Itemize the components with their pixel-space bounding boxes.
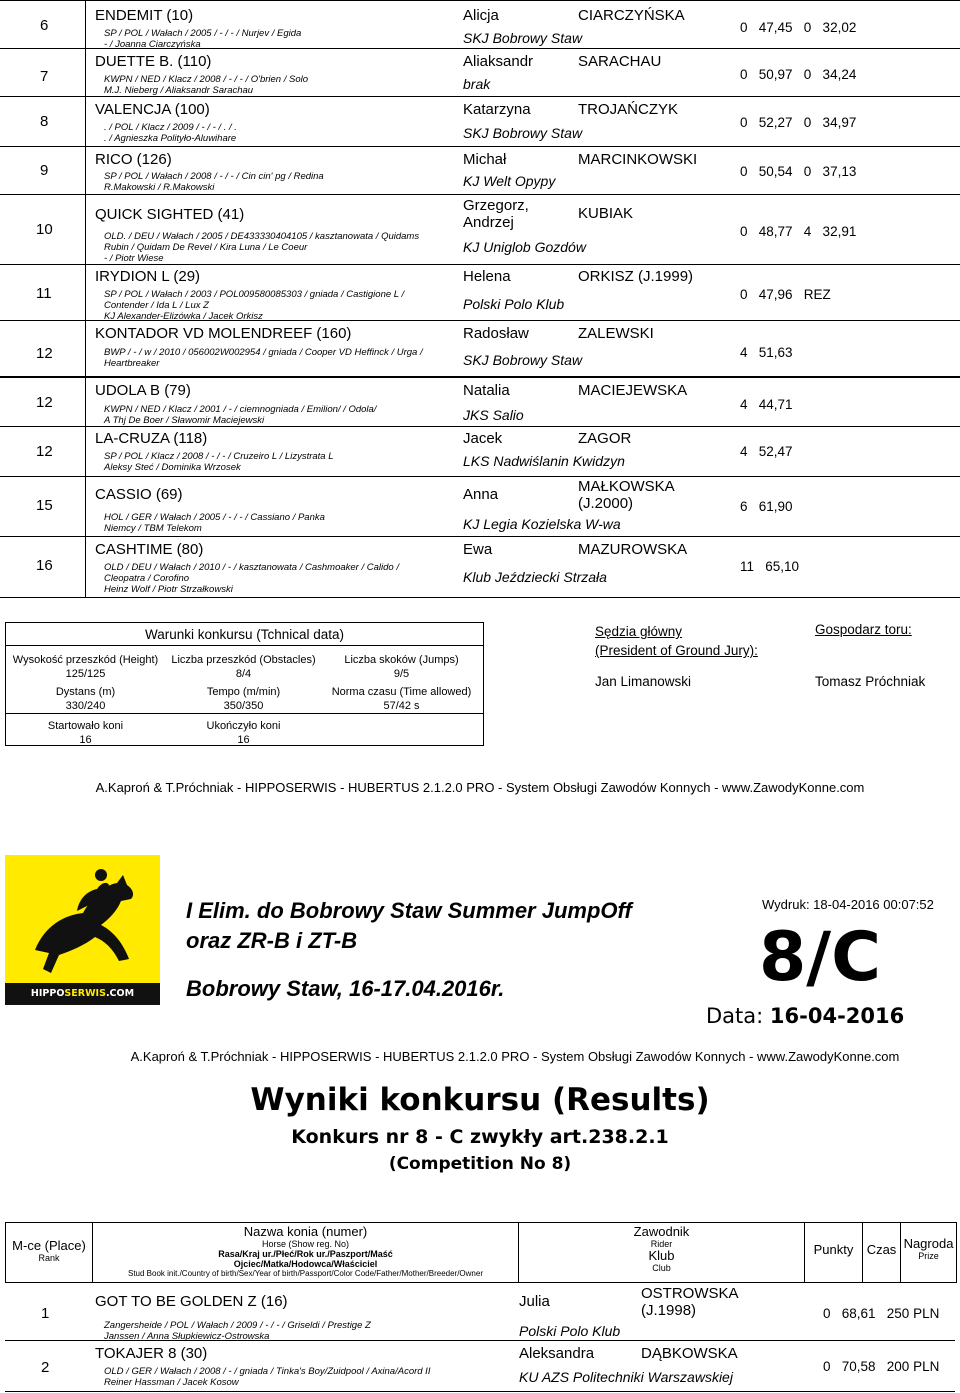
table-row bbox=[5, 1282, 955, 1341]
rider-last-name: CIARCZYŃSKA bbox=[578, 7, 685, 24]
competition-number: (Competition No 8) bbox=[388, 1154, 572, 1174]
horse-name: GOT TO BE GOLDEN Z (16) bbox=[95, 1293, 288, 1310]
rider-last-name: MARCINKOWSKI bbox=[578, 151, 698, 168]
competition-title: I Elim. do Bobrowy Staw Summer JumpOff oraz ZR-B i ZT-B bbox=[186, 898, 632, 953]
header-horse: Nazwa konia (numer) Horse (Show reg. No) Rasa/Kraj ur./Płeć/Rok ur./Paszport/Maść Ojciec/Matka/Hodowca/Właściciel Stud Book init./Country of birth/Sex/Year of birth/Passport/Color Code/Father/Mother/Breeder/Owner bbox=[92, 1223, 518, 1282]
header-prize: Nagroda Prize bbox=[900, 1223, 956, 1282]
horse-name: CASSIO (69) bbox=[95, 486, 183, 503]
judge-label: Sędzia główny (President of Ground Jury): bbox=[595, 624, 758, 658]
rider-first-name: Aleksandra bbox=[519, 1345, 595, 1362]
tempo-cell: Tempo (m/min) 350/350 bbox=[206, 686, 281, 712]
table-row bbox=[0, 376, 960, 428]
result: 0 50,97 0 34,24 bbox=[740, 67, 857, 82]
club: SKJ Bobrowy Staw bbox=[463, 352, 583, 368]
horse-details: OLD / DEU / Wałach / 2010 / - / kasztanowata / Cashmoaker / Calido / Cleopatra / Corofino Heinz Wolf / Piotr Strzałkowski bbox=[104, 562, 399, 595]
result: 11 65,10 bbox=[740, 559, 800, 574]
result: 0 47,96 REZ bbox=[740, 287, 831, 302]
place: 12 bbox=[36, 345, 53, 362]
place: 9 bbox=[40, 162, 49, 179]
table-row bbox=[0, 476, 960, 537]
header-time: Czas bbox=[862, 1223, 900, 1282]
rider-first-name: Jacek bbox=[463, 430, 503, 447]
horse-details: SP / POL / Wałach / 2005 / - / - / Nurjev / Egida - / Joanna Ciarczyńska bbox=[104, 28, 302, 50]
rider-last-name: SARACHAU bbox=[578, 53, 662, 70]
club: KJ Welt Opypy bbox=[463, 173, 556, 189]
result: 4 51,63 bbox=[740, 345, 793, 360]
table-row bbox=[0, 194, 960, 265]
club: KU AZS Politechniki Warszawskiej bbox=[519, 1369, 733, 1385]
rider-first-name: Grzegorz, Andrzej bbox=[463, 197, 529, 231]
horse-name: VALENCJA (100) bbox=[95, 101, 210, 118]
club: LKS Nadwiślanin Kwidzyn bbox=[463, 453, 625, 469]
horse-name: IRYDION L (29) bbox=[95, 268, 201, 285]
rider-first-name: Natalia bbox=[463, 382, 510, 399]
horse-details: KWPN / NED / Klacz / 2001 / - / ciemnogniada / Emilion/ / Odola/ A Thj De Boer / Sławomir Maciejewski bbox=[104, 404, 377, 426]
table-row bbox=[0, 96, 960, 147]
horse-jumper-icon bbox=[5, 855, 160, 983]
place: 12 bbox=[36, 394, 53, 411]
result: 0 68,61 250 PLN bbox=[823, 1306, 940, 1321]
horse-name: LA-CRUZA (118) bbox=[95, 430, 208, 447]
horse-name: RICO (126) bbox=[95, 151, 172, 168]
horse-name: QUICK SIGHTED (41) bbox=[95, 206, 245, 223]
finished-cell: Ukończyło koni 16 bbox=[206, 720, 281, 746]
place: 16 bbox=[36, 557, 53, 574]
horse-details: HOL / GER / Wałach / 2005 / - / - / Cassiano / Panka Niemcy / TBM Telekom bbox=[104, 512, 325, 534]
result: 0 52,27 0 34,97 bbox=[740, 115, 857, 130]
rider-last-name: DĄBKOWSKA bbox=[641, 1345, 738, 1362]
header-credit: A.Kaproń & T.Próchniak - HIPPOSERWIS - HUBERTUS 2.1.2.0 PRO - System Obsługi Zawodów Konnych - www.ZawodyKonne.com bbox=[130, 1049, 900, 1064]
horse-details: BWP / - / w / 2010 / 056002W002954 / gniada / Cooper VD Heffinck / Urga / Heartbreaker bbox=[104, 347, 423, 369]
club: KJ Uniglob Gozdów bbox=[463, 239, 586, 255]
rider-last-name: TROJAŃCZYK bbox=[578, 101, 679, 118]
judge-name: Jan Limanowski bbox=[595, 674, 692, 689]
rider-first-name: Radosław bbox=[463, 325, 529, 342]
rider-last-name: OSTROWSKA (J.1998) bbox=[641, 1285, 738, 1319]
rider-last-name: ORKISZ (J.1999) bbox=[578, 268, 694, 285]
horse-name: CASHTIME (80) bbox=[95, 541, 204, 558]
hipposerwis-logo bbox=[5, 855, 160, 1005]
rider-first-name: Helena bbox=[463, 268, 511, 285]
rider-last-name: MAŁKOWSKA (J.2000) bbox=[578, 478, 674, 512]
club: SKJ Bobrowy Staw bbox=[463, 125, 583, 141]
result: 6 61,90 bbox=[740, 499, 793, 514]
horse-details: KWPN / NED / Klacz / 2008 / - / - / O'brien / Solo M.J. Nieberg / Aliaksandr Sarachau bbox=[104, 74, 309, 96]
place: 10 bbox=[36, 221, 53, 238]
result: 0 48,77 4 32,91 bbox=[740, 224, 857, 239]
club: Polski Polo Klub bbox=[463, 296, 565, 312]
host-label: Gospodarz toru: bbox=[815, 622, 912, 637]
club: Klub Jeździecki Strzała bbox=[463, 569, 607, 585]
place: 15 bbox=[36, 497, 53, 514]
horse-details: OLD / GER / Wałach / 2008 / - / gniada / Tinka's Boy/Zuidpool / Axina/Acord II Reiner Hassman / Jacek Kosow bbox=[104, 1366, 431, 1388]
horse-details: SP / POL / Wałach / 2003 / POL009580085303 / gniada / Castigione L / Contender / Ida L / Lux Z KJ Alexander-Elizówka / Jacek Orkisz bbox=[104, 289, 405, 322]
horse-name: UDOLA B (79) bbox=[95, 382, 191, 399]
started-cell: Startowało koni 16 bbox=[47, 720, 124, 746]
rider-first-name: Ewa bbox=[463, 541, 493, 558]
rider-first-name: Anna bbox=[463, 486, 499, 503]
rider-first-name: Michał bbox=[463, 151, 507, 168]
club: KJ Legia Kozielska W-wa bbox=[463, 516, 621, 532]
table-header bbox=[5, 1222, 957, 1283]
horse-name: DUETTE B. (110) bbox=[95, 53, 212, 70]
header-place: M-ce (Place) Rank bbox=[12, 1238, 86, 1263]
horse-name: KONTADOR VD MOLENDREEF (160) bbox=[95, 325, 352, 342]
place: 11 bbox=[36, 285, 52, 302]
horse-details: . / POL / Klacz / 2009 / - / - / . / . . / Agnieszka Polityło-Aluwihare bbox=[104, 122, 237, 144]
result: 4 44,71 bbox=[740, 397, 793, 412]
distance-cell: Dystans (m) 330/240 bbox=[55, 686, 116, 712]
time-allowed-cell: Norma czasu (Time allowed) 57/42 s bbox=[331, 686, 472, 712]
place: 1 bbox=[41, 1305, 50, 1322]
rider-first-name: Katarzyna bbox=[463, 101, 531, 118]
conditions-title: Warunki konkursu (Tchnical data) bbox=[144, 627, 345, 642]
jumps-cell: Liczba skoków (Jumps) 9/5 bbox=[344, 654, 459, 680]
table-row bbox=[0, 536, 960, 598]
competition-date: Data: 16-04-2016 bbox=[706, 1004, 905, 1028]
table-row bbox=[0, 320, 960, 377]
place: 8 bbox=[40, 113, 49, 130]
results-title: Wyniki konkursu (Results) bbox=[250, 1082, 710, 1118]
horse-details: SP / POL / Klacz / 2008 / - / - / Cruzeiro L / Lizystrata L Aleksy Steć / Dominika Wrzosek bbox=[104, 451, 334, 473]
club: Polski Polo Klub bbox=[519, 1323, 621, 1339]
conditions-table bbox=[5, 622, 484, 746]
rider-first-name: Aliaksandr bbox=[463, 53, 534, 70]
competition-place: Bobrowy Staw, 16-17.04.2016r. bbox=[186, 976, 505, 1001]
result: 0 47,45 0 32,02 bbox=[740, 20, 857, 35]
place: 2 bbox=[41, 1359, 50, 1376]
club: brak bbox=[463, 76, 491, 92]
horse-details: Zangersheide / POL / Wałach / 2009 / - / - / Griseldi / Prestige Z Janssen / Anna Słupkiewicz-Ostrowska bbox=[104, 1320, 371, 1342]
club: SKJ Bobrowy Staw bbox=[463, 30, 583, 46]
rider-first-name: Julia bbox=[519, 1293, 550, 1310]
table-row bbox=[0, 426, 960, 477]
table-row bbox=[0, 48, 960, 97]
horse-details: OLD. / DEU / Wałach / 2005 / DE433330404105 / kasztanowata / Quidams Rubin / Quidam De Revel / Kira Luna / Le Coeur - / Piotr Wiese bbox=[104, 231, 420, 264]
result: 0 50,54 0 37,13 bbox=[740, 164, 857, 179]
rider-last-name: KUBIAK bbox=[578, 205, 634, 222]
table-row bbox=[5, 1340, 955, 1392]
competition-code: 8/C bbox=[758, 918, 882, 997]
place: 6 bbox=[40, 17, 49, 34]
club: JKS Salio bbox=[463, 407, 524, 423]
header-points: Punkty bbox=[804, 1223, 862, 1282]
place: 12 bbox=[36, 443, 53, 460]
table-row bbox=[0, 264, 960, 321]
rider-last-name: ZALEWSKI bbox=[578, 325, 654, 342]
horse-details: SP / POL / Wałach / 2008 / - / - / Cin cin' pg / Redina R.Makowski / R.Makowski bbox=[104, 171, 324, 193]
table-row bbox=[0, 146, 960, 195]
horse-name: TOKAJER 8 (30) bbox=[95, 1345, 208, 1362]
footer-credit: A.Kaproń & T.Próchniak - HIPPOSERWIS - HUBERTUS 2.1.2.0 PRO - System Obsługi Zawodów Konnych - www.ZawodyKonne.com bbox=[95, 780, 865, 795]
result: 0 70,58 200 PLN bbox=[823, 1359, 940, 1374]
rider-last-name: ZAGOR bbox=[578, 430, 632, 447]
print-timestamp: Wydruk: 18-04-2016 00:07:52 bbox=[762, 897, 934, 912]
obstacles-cell: Liczba przeszkód (Obstacles) 8/4 bbox=[171, 654, 316, 680]
host-name: Tomasz Próchniak bbox=[815, 674, 926, 689]
results-subtitle: Konkurs nr 8 - C zwykły art.238.2.1 bbox=[291, 1126, 669, 1148]
rider-last-name: MACIEJEWSKA bbox=[578, 382, 688, 399]
result: 4 52,47 bbox=[740, 444, 793, 459]
logo-text: HIPPOSERWIS.COM bbox=[5, 983, 160, 1005]
table-row bbox=[0, 0, 960, 49]
rider-last-name: MAZUROWSKA bbox=[578, 541, 688, 558]
header-rider: Zawodnik Rider Klub Club bbox=[518, 1223, 804, 1282]
rider-first-name: Alicja bbox=[463, 7, 499, 24]
horse-name: ENDEMIT (10) bbox=[95, 7, 194, 24]
height-cell: Wysokość przeszkód (Height) 125/125 bbox=[12, 654, 159, 680]
place: 7 bbox=[40, 68, 49, 85]
